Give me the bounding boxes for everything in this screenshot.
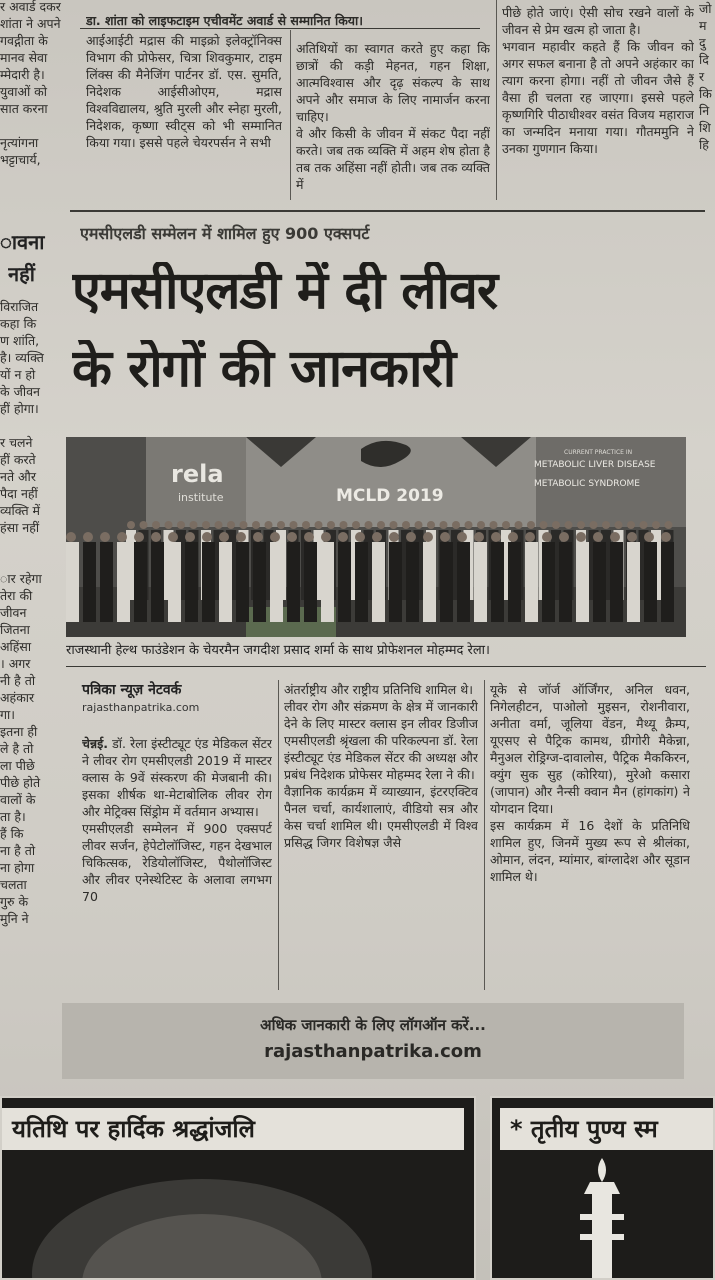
right-column-line <box>699 249 715 266</box>
person-head <box>327 521 335 529</box>
person-body <box>474 542 487 622</box>
person-head <box>389 532 399 542</box>
svg-text:rela: rela <box>171 460 224 488</box>
person-body <box>593 542 606 622</box>
right-column-line <box>699 606 715 623</box>
left-edge-top-line: भट्टाचार्य, <box>0 152 41 167</box>
logon-promo-box <box>62 1003 684 1079</box>
right-column-line <box>699 232 715 249</box>
person-body <box>508 542 521 622</box>
svg-text:CURRENT PRACTICE IN: CURRENT PRACTICE IN <box>564 449 633 456</box>
photo-caption: राजस्थानी हेल्थ फाउंडेशन के चेयरमैन जगदीश प्रसाद शर्मा के साथ प्रोफेशनल मोहम्मद रेला। <box>66 643 490 658</box>
person-head <box>152 521 160 529</box>
person-head <box>253 532 263 542</box>
svg-text:MCLD 2019: MCLD 2019 <box>336 486 444 506</box>
person-body <box>661 542 674 622</box>
person-head <box>304 532 314 542</box>
person-head <box>627 532 637 542</box>
person-body <box>168 542 181 622</box>
right-column-line <box>699 334 715 351</box>
person-body <box>576 542 589 622</box>
left-column-line: गुरु के <box>0 894 29 909</box>
person-head <box>340 521 348 529</box>
right-edge-top-line: हि <box>699 137 709 152</box>
byline-agency: पत्रिका न्यूज़ नेटवर्क <box>82 682 182 698</box>
person-head <box>452 521 460 529</box>
person-head <box>652 521 660 529</box>
person-body <box>423 542 436 622</box>
headline-line-1: एमसीएलडी में दी लीवर <box>72 262 498 320</box>
svg-text:institute: institute <box>178 491 224 504</box>
left-edge-top-line: मानव सेवा <box>0 50 48 65</box>
right-edge-text <box>699 215 715 793</box>
tribute-ad-left-banner: यतिथि पर हार्दिक श्रद्धांजलि <box>2 1108 464 1150</box>
left-column-line <box>0 417 66 434</box>
promo-text: अधिक जानकारी के लिए लॉगऑन करें... <box>260 1016 486 1034</box>
right-edge-top-text <box>699 0 715 153</box>
article-kicker: एमसीएलडी सम्मेलन में शामिल हुए 900 एक्सपर्ट <box>80 224 370 243</box>
person-head <box>491 532 501 542</box>
person-body <box>202 542 215 622</box>
person-head <box>552 521 560 529</box>
right-column-line <box>699 266 715 283</box>
person-head <box>321 532 331 542</box>
person-head <box>236 532 246 542</box>
person-head <box>427 521 435 529</box>
right-column-line <box>699 368 715 385</box>
left-column-line: ना होगा <box>0 860 35 875</box>
person-head <box>277 521 285 529</box>
person-head <box>440 521 448 529</box>
person-head <box>165 521 173 529</box>
portrait-frame-illustration <box>2 1154 476 1280</box>
person-head <box>527 521 535 529</box>
right-column-line <box>699 470 715 487</box>
top-col3-text: पीछे होते जाएं। ऐसी सोच रखने वालों के जीवन से प्रेम खत्म हो जाता है। भगवान महावीर कहते हैं कि जीवन को अगर सफल बनाना है तो अपने अहंकार का त्याग करना होगा। नहीं तो जीवन जैसे हैं वैसा ही चलता रह जाएगा। इससे पहले कृष्णगिरि पीठाधीश्वर वसंत विजय महाराज का जन्मदिन मनाया गया। गौतममुनि ने उनका गुणगान किया। <box>502 5 694 156</box>
left-edge-top-line: र अवार्ड दकर <box>0 0 61 14</box>
person-body <box>83 542 96 622</box>
person-head <box>168 532 178 542</box>
person-head <box>542 532 552 542</box>
left-column-line: हीं होगा। <box>0 401 39 416</box>
right-column-line <box>699 453 715 470</box>
left-column-line: यों न हो <box>0 367 36 382</box>
person-body <box>304 542 317 622</box>
person-head <box>457 532 467 542</box>
person-body <box>644 542 657 622</box>
person-body <box>355 542 368 622</box>
person-head <box>265 521 273 529</box>
caption-rule <box>66 666 706 667</box>
person-head <box>627 521 635 529</box>
person-body <box>236 542 249 622</box>
article-col-divider-1 <box>278 680 279 990</box>
tribute-ad-left <box>0 1096 476 1280</box>
person-head <box>185 532 195 542</box>
left-column-line: चलता <box>0 877 27 892</box>
left-column-line: इतना ही <box>0 724 38 739</box>
person-head <box>577 521 585 529</box>
byline-site: rajasthanpatrika.com <box>82 701 200 714</box>
left-column-line: ना है तो <box>0 843 36 858</box>
person-body <box>270 542 283 622</box>
person-head <box>202 532 212 542</box>
right-edge-top-line: र <box>699 69 705 84</box>
person-body <box>185 542 198 622</box>
left-column-line: पैदा नहीं <box>0 486 38 501</box>
right-edge-top-line: नि <box>699 103 710 118</box>
person-head <box>252 521 260 529</box>
article-col1-body: डॉ. रेला इंस्टीट्यूट एंड मेडिकल सेंटर ने लीवर रोग एमसीएलडी 2019 में मास्टर क्लास के 9वें संस्करण की मेजबानी की। इसका शीर्षक था-मेटाबोलिक लीवर रोग और मेट्रिक्स सिंड्रोम में वर्तमान अभ्यास। एमसीएलडी सम्मेलन में 900 एक्सपर्ट लीवर सर्जन, हेपेटोलॉजिस्ट, गहन देखभाल चिकित्सक, रेडियोलॉजिस्ट, पैथोलॉजिस्ट और लीवर एनेस्थेटिस्ट के अलावा लगभग 70 <box>82 736 272 904</box>
person-head <box>227 521 235 529</box>
person-body <box>542 542 555 622</box>
person-body <box>491 542 504 622</box>
person-head <box>490 521 498 529</box>
top-col1-first-line: डा. शांता को लाइफटाइम एचीवमेंट अवार्ड से सम्मानित किया। <box>86 13 364 28</box>
left-column-line: मुनि ने <box>0 911 29 926</box>
article-col-divider-2 <box>484 680 485 990</box>
right-column-line <box>699 215 715 232</box>
svg-text:METABOLIC LIVER DISEASE: METABOLIC LIVER DISEASE <box>534 460 656 470</box>
person-head <box>365 521 373 529</box>
left-column-line: हीं करते <box>0 452 36 467</box>
person-head <box>372 532 382 542</box>
person-head <box>515 521 523 529</box>
right-column-line <box>699 640 715 657</box>
person-head <box>134 532 144 542</box>
left-edge-top-line: म्मेदारी है। <box>0 67 45 82</box>
person-head <box>465 521 473 529</box>
left-side-heading-2: नहीं <box>8 262 35 286</box>
person-body <box>389 542 402 622</box>
person-head <box>177 521 185 529</box>
person-body <box>100 542 113 622</box>
left-column-line: है। व्यक्ति <box>0 350 44 365</box>
right-edge-top-line: म <box>699 18 707 33</box>
person-head <box>640 521 648 529</box>
person-head <box>615 521 623 529</box>
left-column-line: के जीवन <box>0 384 40 399</box>
right-column-line <box>699 504 715 521</box>
person-head <box>151 532 161 542</box>
left-column-line: र चलने <box>0 435 33 450</box>
person-body <box>525 542 538 622</box>
person-head <box>477 521 485 529</box>
left-edge-top-line <box>0 117 66 134</box>
right-column-line <box>699 402 715 419</box>
person-body <box>372 542 385 622</box>
left-column-line: ले है तो <box>0 741 34 756</box>
person-head <box>390 521 398 529</box>
left-edge-top-line: गवद्गीता के <box>0 33 48 48</box>
group-photo-illustration <box>66 437 686 637</box>
right-column-line <box>699 708 715 725</box>
left-column-line: वालों के <box>0 792 36 807</box>
person-head <box>502 521 510 529</box>
person-head <box>590 521 598 529</box>
left-column-line: तेरा की <box>0 588 33 603</box>
person-head <box>117 532 127 542</box>
person-body <box>627 542 640 622</box>
person-head <box>474 532 484 542</box>
person-head <box>602 521 610 529</box>
right-column-line <box>699 759 715 776</box>
article-col2-text: अंतर्राष्ट्रीय और राष्ट्रीय प्रतिनिधि शामिल थे। लीवर रोग और संक्रमण के क्षेत्र में जानकारी देने के लिए मास्टर क्लास इन लीवर डिजीज एमसीएलडी श्रृंखला की परिकल्पना डॉ. रेला इंस्टीट्यूट एंड मेडिकल सेंटर की अध्यक्ष और प्रबंध निदेशक प्रोफेसर मोहम्मद रेला ने की। वैज्ञानिक कार्यक्रम में व्याख्यान, इंटरएक्टिव पैनल चर्चा, कार्यशालाएं, वीडियो सत्र और केस चर्चा शामिल थी। एमसीएलडी में विश्व प्रसिद्ध जिगर विशेषज्ञ जैसे <box>284 682 478 850</box>
promo-url[interactable]: rajasthanpatrika.com <box>264 1041 482 1062</box>
person-head <box>665 521 673 529</box>
person-head <box>559 532 569 542</box>
person-head <box>315 521 323 529</box>
person-head <box>355 532 365 542</box>
person-head <box>202 521 210 529</box>
svg-text:METABOLIC SYNDROME: METABOLIC SYNDROME <box>534 479 640 489</box>
person-head <box>215 521 223 529</box>
right-edge-top-line: कि <box>699 86 712 101</box>
person-head <box>83 532 93 542</box>
right-column-line <box>699 555 715 572</box>
left-column-line: ण शांति, <box>0 333 40 348</box>
top-col1-text: आईआईटी मद्रास की माइक्रो इलेक्ट्रॉनिक्स विभाग की प्रोफेसर, चित्रा शिवकुमार, टाइम लिंक्स की मैनेजिंग पार्टनर डॉ. एस. सुमति, निदेशक आईसीओएम, मद्रास विश्वविद्यालय, श्रुति मुरली और स्नेहा मुरली, निदेशक, कृष्णा स्वीट्स को भी सम्मानित किया गया। इससे पहले चेयरपर्सन ने सभी <box>86 33 282 150</box>
left-column-line: ता है। <box>0 809 26 824</box>
left-column-line: जितना <box>0 622 30 637</box>
person-head <box>440 532 450 542</box>
right-edge-top-line: शि <box>699 120 711 135</box>
left-column-line: पीछे होते <box>0 775 41 790</box>
person-body <box>287 542 300 622</box>
person-body <box>321 542 334 622</box>
left-column-text <box>0 298 66 927</box>
person-head <box>661 532 671 542</box>
person-head <box>565 521 573 529</box>
left-column-line: ार रहेगा <box>0 571 42 586</box>
left-column-line: । अगर <box>0 656 31 671</box>
right-column-line <box>699 623 715 640</box>
person-body <box>253 542 266 622</box>
top-col-divider-1 <box>290 30 291 200</box>
right-column-line <box>699 300 715 317</box>
person-head <box>100 532 110 542</box>
person-body <box>610 542 623 622</box>
left-column-line: अहंकार <box>0 690 35 705</box>
right-column-line <box>699 419 715 436</box>
article-dateline: चेन्नई. <box>82 736 108 751</box>
person-head <box>423 532 433 542</box>
byline <box>82 680 272 714</box>
right-column-line <box>699 351 715 368</box>
tribute-ad-right <box>490 1096 715 1280</box>
right-column-line <box>699 283 715 300</box>
right-column-line <box>699 317 715 334</box>
right-column-line <box>699 385 715 402</box>
right-column-line <box>699 538 715 555</box>
person-head <box>190 521 198 529</box>
person-body <box>440 542 453 622</box>
person-head <box>66 532 76 542</box>
left-column-line <box>0 553 66 570</box>
left-edge-top-text <box>0 0 66 168</box>
person-head <box>352 521 360 529</box>
right-column-line <box>699 776 715 793</box>
person-head <box>240 521 248 529</box>
right-column-line <box>699 487 715 504</box>
person-head <box>302 521 310 529</box>
person-head <box>270 532 280 542</box>
person-body <box>117 542 130 622</box>
top-col2-text: अतिथियों का स्वागत करते हुए कहा कि छात्रों की कड़ी मेहनत, गहन शिक्षा, आत्मविश्वास और दृढ़ संकल्प के साथ अपने और समाज के लिए नामार्जन करना चाहिए। वे और किसी के जीवन में संकट पैदा नहीं करते। जब तक व्यक्ति में अहम शेष होता है तब तक अहिंसा नहीं होती। जब तक व्यक्ति में <box>296 41 490 192</box>
person-head <box>415 521 423 529</box>
person-head <box>219 532 229 542</box>
person-body <box>559 542 572 622</box>
person-body <box>406 542 419 622</box>
person-head <box>377 521 385 529</box>
top-col-divider-2 <box>496 0 497 200</box>
person-head <box>140 521 148 529</box>
left-column-line: जीवन <box>0 605 27 620</box>
lamp-icon <box>492 1154 715 1280</box>
person-body <box>134 542 147 622</box>
left-column-line: व्यक्ति में <box>0 503 41 518</box>
right-column-line <box>699 521 715 538</box>
left-column-line: गा। <box>0 707 16 722</box>
person-head <box>593 532 603 542</box>
right-column-line <box>699 589 715 606</box>
person-head <box>290 521 298 529</box>
right-column-line <box>699 725 715 742</box>
left-column-line <box>0 536 66 553</box>
left-edge-top-line: शांता ने अपने <box>0 16 61 31</box>
person-head <box>338 532 348 542</box>
article-col3-text: यूके से जॉर्ज ऑर्जिंगर, अनिल धवन, निगेलहीटन, पाओलो मुइसन, रोशनीवारा, अनीता वर्मा, जूलिया वेंडन, मैथ्यू क्रैम्प, यूएसए से पैट्रिक कामथ, ग्रीगोरी मैकेन्ना, मैनुअल रोड्रिग्ज-दावालोस, पैट्रिक मैककिरन, क्युंग सुक सुह (कोरिया), मुरेओ कसारा (जापान) और नैन्सी क्वान मैन (हांगकांग) ने योगदान दिया। इस कार्यक्रम में 16 देशों के प्रतिनिधि शामिल हुए, जिनमें मुख्य रूप से श्रीलंका, ओमान, लंदन, म्यांमार, बांग्लादेश और सूडान शामिल थे। <box>490 682 690 884</box>
person-head <box>644 532 654 542</box>
left-column-line: नते और <box>0 469 36 484</box>
left-column-line: अहिंसा <box>0 639 32 654</box>
person-body <box>151 542 164 622</box>
left-column-line: विराजित <box>0 299 39 314</box>
right-column-line <box>699 436 715 453</box>
left-column-line: ला पीछे <box>0 758 35 773</box>
left-edge-top-line: नृत्यांगना <box>0 135 39 150</box>
left-column-line: नी है तो <box>0 673 36 688</box>
left-column-line: कहा कि <box>0 316 37 331</box>
person-body <box>219 542 232 622</box>
person-head <box>508 532 518 542</box>
person-body <box>66 542 79 622</box>
person-head <box>127 521 135 529</box>
person-head <box>610 532 620 542</box>
right-edge-top-line: दि <box>699 52 709 67</box>
conference-group-photo <box>66 437 686 637</box>
headline-top-rule <box>70 210 705 212</box>
left-column-line: हंसा नहीं <box>0 520 40 535</box>
left-side-heading-1: ावना <box>0 230 45 254</box>
person-head <box>402 521 410 529</box>
right-edge-top-line: जो <box>699 1 712 16</box>
person-head <box>406 532 416 542</box>
person-body <box>457 542 470 622</box>
left-edge-top-line: युवाओं को <box>0 84 48 99</box>
tribute-ad-right-banner: * तृतीय पुण्य स्म <box>500 1108 715 1150</box>
person-head <box>525 532 535 542</box>
right-column-line <box>699 742 715 759</box>
left-edge-top-line: सात करना <box>0 101 48 116</box>
right-column-line <box>699 572 715 589</box>
person-head <box>576 532 586 542</box>
person-head <box>540 521 548 529</box>
left-column-line: हैं कि <box>0 826 24 841</box>
right-edge-top-line: दु <box>699 35 706 50</box>
headline-line-2: के रोगों की जानकारी <box>72 340 456 398</box>
right-column-line <box>699 691 715 708</box>
person-head <box>287 532 297 542</box>
person-body <box>338 542 351 622</box>
right-column-line <box>699 657 715 674</box>
article-col1-text <box>82 718 272 984</box>
right-column-line <box>699 674 715 691</box>
